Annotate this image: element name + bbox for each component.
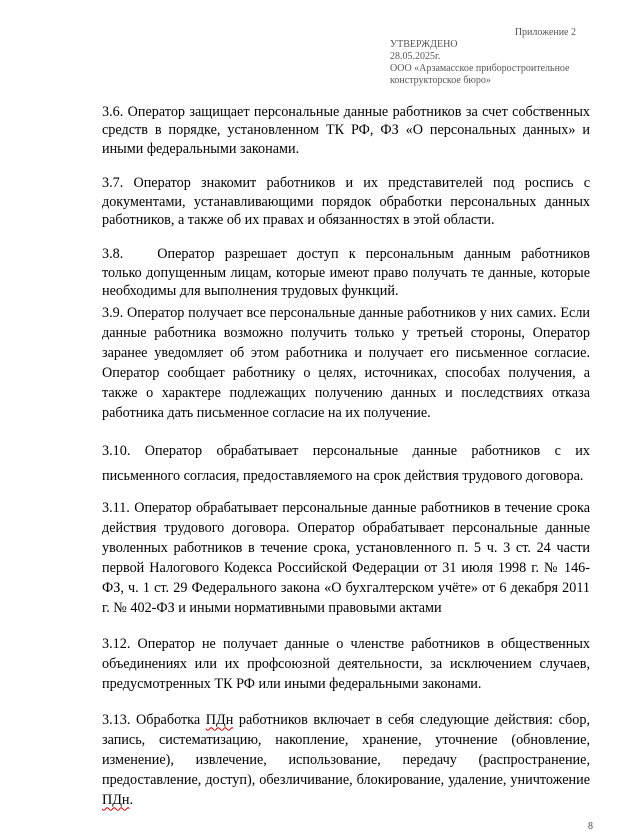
paragraph-3-13-body: работников включает в себя следующие действия: сбор, запись, систематизацию, накопление, хранение, уточнение (обновление, изменение), извлечение, использование, передачу (распространение, предоставление, доступ), обезличивание, блокирование, удаление, уничтожение [102,711,590,788]
approval-stamp [390,39,600,87]
paragraph-3-10: 3.10. Оператор обрабатывает персональные данные работников с их письменного согласия, предоставляемого на срок действия трудового договора. [102,442,590,484]
approval-date: 28.05.2025г. [390,51,441,62]
organization-line-2: конструкторское бюро» [390,75,491,86]
approved-label: УТВЕРЖДЕНО [390,39,458,50]
paragraph-3-9: 3.9. Оператор получает все персональные данные работников у них самих. Если данные работника возможно получить только у третьей стороны, Оператор заранее уведомляет об этом работника и получает его письменное согласие. Оператор сообщает работнику о целях, источниках, способах получения, а также о характере подлежащих получению данных и последствиях отказа работника дать письменное согласие на их получение. [102,304,590,421]
paragraph-3-13-end: . [129,791,134,808]
paragraph-3-8-text: Оператор разрешает доступ к персональным данным работников только допущенным лицам, которые имеют право получать те данные, которые необходимы для выполнения трудовых функций. [102,246,590,300]
paragraph-3-6: 3.6. Оператор защищает персональные данные работников за счет собственных средств в порядке, установленном ТК РФ, ФЗ «О персональных данных» и иными федеральными законами. [102,104,590,157]
appendix-label: Приложение 2 [514,27,576,38]
paragraph-3-7: 3.7. Оператор знакомит работников и их представителей под роспись с документами, устанавливающими порядок обработки персональных данных работников, а также об их правах и обязанностях в этой области. [102,175,590,229]
paragraph-3-13-start: 3.13. Обработка [102,711,206,728]
paragraph-3-8 [102,245,590,300]
organization-line-1: ООО «Арзамасское приборостроительное [390,63,570,74]
spellcheck-word-pdn-2: ПДн [102,791,130,808]
paragraph-3-12: 3.12. Оператор не получает данные о членстве работников в общественных объединениях или их профсоюзной деятельности, за исключением случаев, предусмотренных ТК РФ или иными федеральными законами. [102,635,590,692]
page-number: 8 [588,821,593,832]
paragraph-3-8-number: 3.8. [102,246,124,263]
paragraph-3-11: 3.11. Оператор обрабатывает персональные данные работников в течение срока действия трудового договора. Оператор обрабатывает персональные данные уволенных работников в течение срока, установленного п. 5 ч. 3 ст. 24 части первой Налогового Кодекса Российской Федерации от 31 июля 1998 г. № 146-ФЗ, ч. 1 ст. 29 Федерального закона «О бухгалтерском учёте» от 6 декабря 2011 г. № 402-ФЗ и иными нормативными правовыми актами [102,499,590,616]
document-body [102,103,590,810]
paragraph-3-13 [102,710,590,810]
spellcheck-word-pdn: ПДн [205,711,234,728]
